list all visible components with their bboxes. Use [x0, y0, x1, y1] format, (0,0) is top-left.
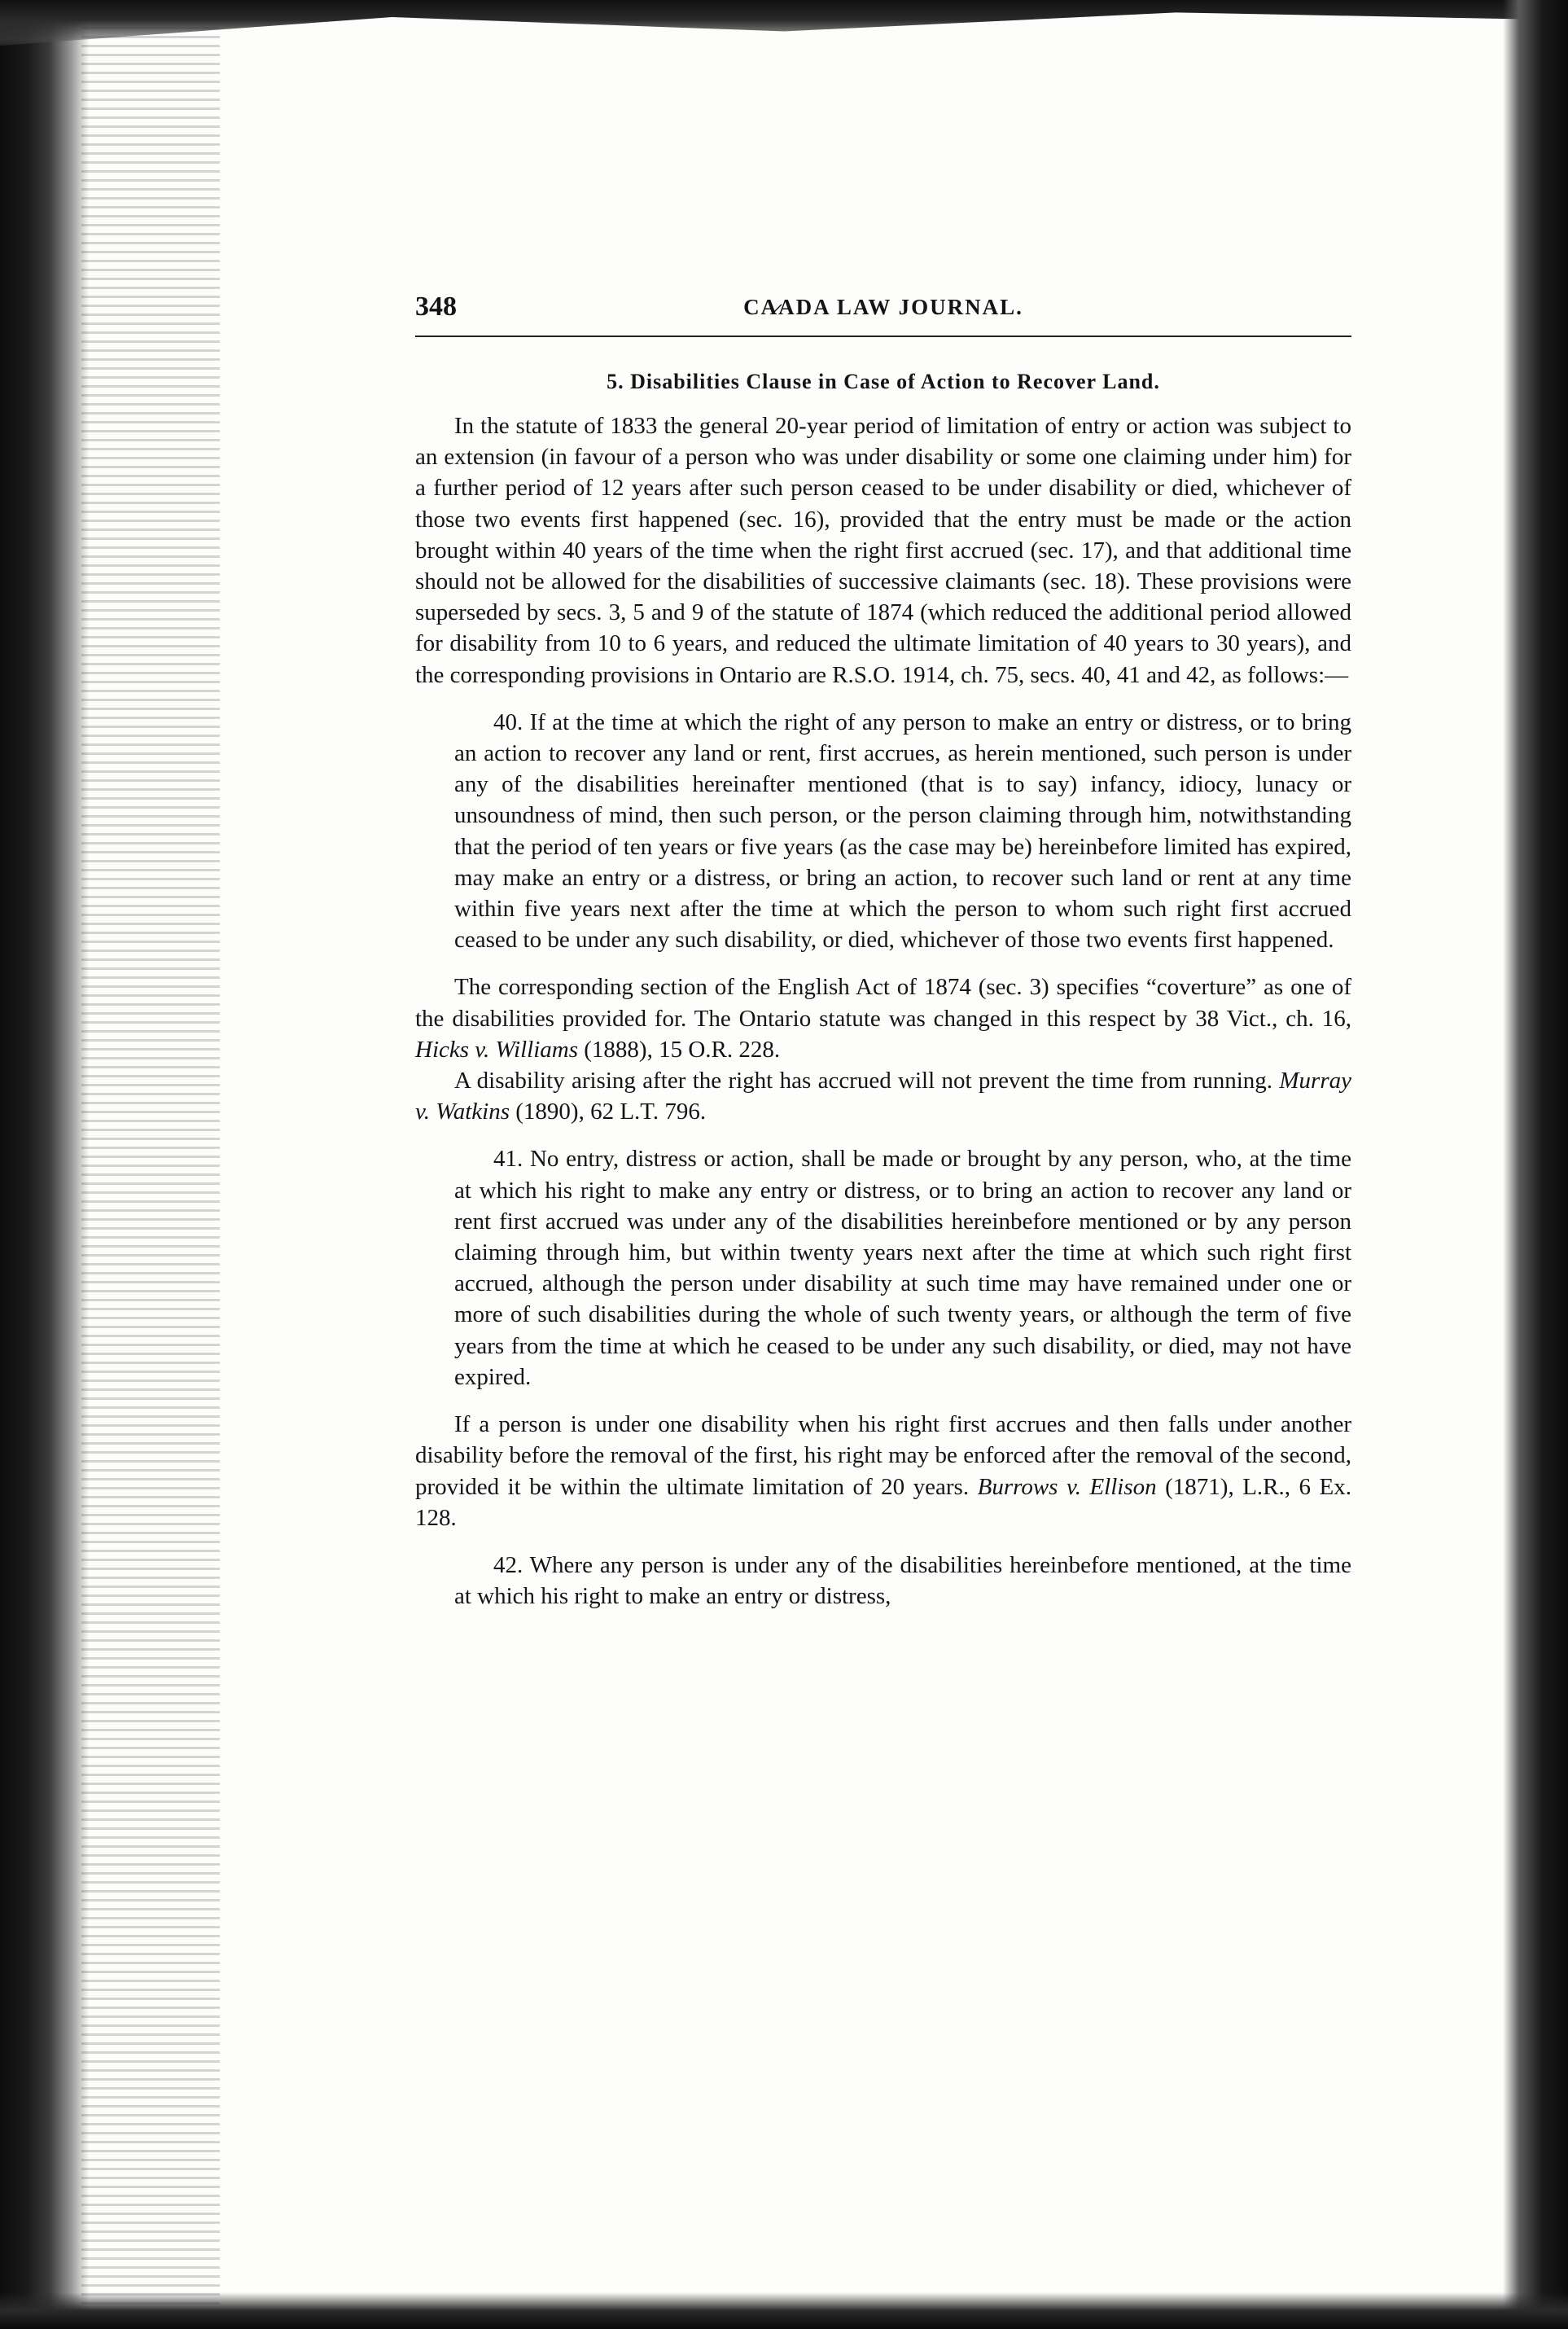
paragraph-text: The corresponding section of the English Act of 1874 (sec. 3) specifies “coverture” as one of the disabilities provided for. The Ontario statute was changed in this respect by 38 Vict., ch. 16,: [415, 974, 1351, 1032]
section-heading: 5. Disabilities Clause in Case of Action to Recover Land.: [607, 370, 1160, 393]
scan-left-border: [0, 0, 90, 2329]
paragraph-disability-after: [415, 1065, 1351, 1127]
header-rule: [415, 336, 1351, 337]
statute-section-40: 40. If at the time at which the right of any person to make an entry or distress, or to bring an action to recover any land or rent, first accrues, as herein mentioned, such person is under any of the disabilities hereinafter mentioned (that is to say) infancy, idiocy, lunacy or unsoundness of mind, then such person, or the person claiming through him, notwithstanding that the period of ten years or five years (as the case may be) hereinbefore limited has expired, may make an entry or a distress, or bring an action, to recover such land or rent at any time within five years next after the time at which the person to whom such right first accrued ceased to be under any such disability, or died, whichever of those two events first happened.: [454, 708, 1351, 954]
paragraph-text: If a person is under one disability when his right first accrues and then falls under another disability before the removal of the first, his right may be enforced after the removal of the second, provided it be within the ultimate limitation of 20 years.: [415, 1411, 1351, 1500]
paragraph-successive-disability: [415, 1409, 1351, 1533]
scan-binding-noise: [81, 0, 220, 2329]
case-citation: (1890), 62 L.T. 796.: [515, 1099, 707, 1125]
case-citation: (1888), 15 O.R. 228.: [584, 1036, 781, 1063]
paragraph-coverture: [415, 972, 1351, 1065]
page-content: [415, 285, 1351, 1612]
journal-title: CA̷ADA LAW JOURNAL.: [743, 295, 1023, 319]
page-number: 348: [415, 292, 457, 322]
case-name: Hicks v. Williams: [415, 1036, 579, 1063]
case-name: Burrows v. Ellison: [977, 1473, 1157, 1500]
statute-section-41: 41. No entry, distress or action, shall be made or brought by any person, who, at the time at which his right to make any entry or distress, or to bring an action to recover any land or rent first accrued was under any of the disabilities hereinbefore mentioned or by any person claiming through him, but within twenty years next after the time at which such right first accrued, although the person under disability at such time may have remained under one or more of such disabilities during the whole of such twenty years, or although the term of five years from the time at which he ceased to be under any such disability, or died, may not have expired.: [454, 1146, 1351, 1390]
running-head: [415, 285, 1351, 331]
paragraph-text: A disability arising after the right has accrued will not prevent the time from running.: [454, 1068, 1273, 1094]
paragraph-intro: In the statute of 1833 the general 20-year period of limitation of entry or action was subject to an extension (in favour of a person who was under disability or some one claiming under him) for a further period of 12 years after such person ceased to be under disability or died, whichever of those two events first happened (sec. 16), provided that the entry must be made or the action brought within 40 years of the time when the right first accrued (sec. 17), and that additional time should not be allowed for the disabilities of successive claimants (sec. 18). These provisions were superseded by secs. 3, 5 and 9 of the statute of 1874 (which reduced the additional period allowed for disability from 10 to 6 years, and reduced the ultimate limitation of 40 years to 30 years), and the corresponding provisions in Ontario are R.S.O. 1914, ch. 75, secs. 40, 41 and 42, as follows:—: [415, 413, 1351, 688]
statute-section-42: 42. Where any person is under any of the disabilities hereinbefore mentioned, at the time at which his right to make an entry or distress,: [454, 1551, 1351, 1610]
case-name: Murray v. Watkins: [415, 1068, 1351, 1125]
scan-top-border: [0, 0, 1568, 57]
scan-right-border: [1503, 0, 1568, 2329]
case-citation: (1871), L.R., 6 Ex. 128.: [415, 1473, 1352, 1531]
scan-bottom-border: [0, 2292, 1568, 2329]
